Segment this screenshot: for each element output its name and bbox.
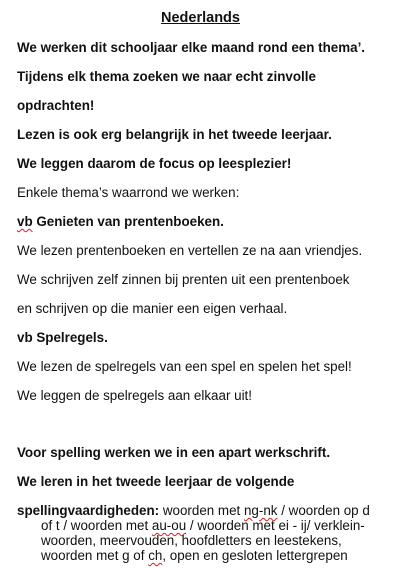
spelling-marked-word: ng-nk [243,503,278,518]
paragraph-reading-pleasure: We leggen daarom de focus op leesplezier! [17,156,292,171]
spelling-text: woorden met [159,503,244,518]
paragraph-read-game-rules: We lezen de spelregels van een spel en spelen het spel! [17,359,352,374]
paragraph-example-picture-books [17,214,224,230]
paragraph-spelling-skills-line-2 [41,519,365,534]
spelling-text: woorden met g of [41,548,149,563]
paragraph-second-grade-skills: We leren in het tweede leerjaar de volgende [17,474,295,489]
paragraph-themes-heading: Enkele thema’s waarrond we werken: [17,185,240,200]
paragraph-meaningful-tasks-1: Tijdens elk thema zoeken we naar echt zinvolle [17,69,316,84]
spelling-text: , open en gesloten lettergrepen [162,548,348,563]
paragraph-spelling-workbook: Voor spelling werken we in een apart werkschrift. [17,445,331,460]
paragraph-theme-intro: We werken dit schooljaar elke maand rond een thema’. [17,40,366,55]
paragraph-spelling-skills-line-3: woorden, meervouden, hoofdletters en leestekens, [41,533,342,548]
paragraph-write-sentences-1: We schrijven zelf zinnen bij prenten uit een prentenboek [17,272,350,287]
paragraph-reading-important: Lezen is ook erg belangrijk in het tweede leerjaar. [17,127,332,142]
spelling-text: / woorden met ei - ij/ verklein- [186,518,365,533]
spelling-marked-word: au-ou [151,518,187,533]
spelling-marked-word: vb [17,214,33,229]
spelling-text: of t / woorden met [41,518,152,533]
paragraph-read-picture-books: We lezen prentenboeken en vertellen ze na aan vriendjes. [17,243,363,258]
paragraph-spelling-skills-line-1 [17,503,370,519]
spelling-skills-label: spellingvaardigheden: [17,503,160,518]
paragraph-spelling-skills-line-4 [41,549,348,564]
paragraph-meaningful-tasks-2: opdrachten! [17,98,95,113]
document-title: Nederlands [161,10,240,26]
example-label: Genieten van prentenboeken. [32,214,224,229]
paragraph-explain-game-rules: We leggen de spelregels aan elkaar uit! [17,388,252,403]
paragraph-example-game-rules: vb Spelregels. [17,330,108,345]
spelling-text: / woorden op d [277,503,370,518]
paragraph-write-sentences-2: en schrijven op die manier een eigen verhaal. [17,301,288,316]
spelling-marked-word: ch [148,548,163,563]
